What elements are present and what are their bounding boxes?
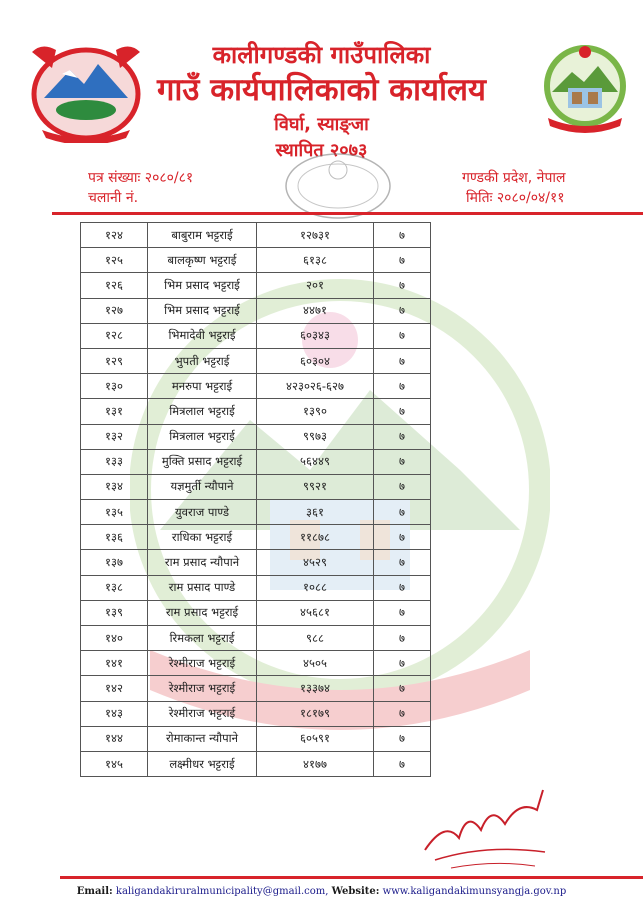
name-cell: रेश्मीराज भट्टराई bbox=[148, 701, 257, 726]
serial-number-cell: १३५ bbox=[81, 500, 148, 525]
record-number-cell: ६०३४३ bbox=[257, 323, 374, 348]
record-number-cell: ५६४४९ bbox=[257, 449, 374, 474]
ward-cell: ७ bbox=[374, 575, 431, 600]
office-name: गाउँ कार्यपालिकाको कार्यालय bbox=[156, 72, 487, 108]
table-row bbox=[81, 223, 431, 248]
footer-contact bbox=[0, 886, 643, 897]
serial-number-cell: १३४ bbox=[81, 474, 148, 499]
letter-date: मितिः २०८०/०४/११ bbox=[466, 190, 565, 206]
serial-number-cell: १२५ bbox=[81, 248, 148, 273]
ward-cell: ७ bbox=[374, 701, 431, 726]
record-number-cell: १८१७९ bbox=[257, 701, 374, 726]
ward-cell: ७ bbox=[374, 751, 431, 776]
ward-cell: ७ bbox=[374, 323, 431, 348]
table-row bbox=[81, 298, 431, 323]
name-cell: भिम प्रसाद भट्टराई bbox=[148, 298, 257, 323]
ward-cell: ७ bbox=[374, 626, 431, 651]
serial-number-cell: १३० bbox=[81, 374, 148, 399]
serial-number-cell: १४२ bbox=[81, 676, 148, 701]
record-number-cell: १२७३१ bbox=[257, 223, 374, 248]
name-cell: रोमाकान्त न्यौपाने bbox=[148, 726, 257, 751]
name-cell: रेश्मीराज भट्टराई bbox=[148, 651, 257, 676]
name-cell: रेश्मीराज भट्टराई bbox=[148, 676, 257, 701]
ward-cell: ७ bbox=[374, 424, 431, 449]
table-row bbox=[81, 651, 431, 676]
name-cell: राम प्रसाद भट्टराई bbox=[148, 600, 257, 625]
office-address: विर्घा, स्याङ्जा bbox=[274, 114, 369, 135]
record-number-cell: ९९२१ bbox=[257, 474, 374, 499]
name-cell: बालकृष्ण भट्टराई bbox=[148, 248, 257, 273]
record-number-cell: ४४७१ bbox=[257, 298, 374, 323]
record-number-cell: ४१७७ bbox=[257, 751, 374, 776]
table-row bbox=[81, 751, 431, 776]
name-cell: मित्रलाल भट्टराई bbox=[148, 399, 257, 424]
table-row bbox=[81, 626, 431, 651]
record-number-cell: ६१३८ bbox=[257, 248, 374, 273]
record-number-cell: ९८८ bbox=[257, 626, 374, 651]
table-row bbox=[81, 500, 431, 525]
table-row bbox=[81, 248, 431, 273]
ward-cell: ७ bbox=[374, 223, 431, 248]
website-link[interactable]: www.kaligandakimunsyangja.gov.np bbox=[382, 886, 567, 897]
record-number-cell: १३३७४ bbox=[257, 676, 374, 701]
serial-number-cell: १४३ bbox=[81, 701, 148, 726]
table-row bbox=[81, 449, 431, 474]
name-cell: मनरुपा भट्टराई bbox=[148, 374, 257, 399]
name-cell: यज्ञमुर्ती न्यौपाने bbox=[148, 474, 257, 499]
ward-cell: ७ bbox=[374, 474, 431, 499]
ward-cell: ७ bbox=[374, 248, 431, 273]
name-cell: बाबुराम भट्टराई bbox=[148, 223, 257, 248]
ward-cell: ७ bbox=[374, 726, 431, 751]
table-row bbox=[81, 348, 431, 373]
table-row bbox=[81, 676, 431, 701]
signature bbox=[415, 780, 555, 875]
ward-cell: ७ bbox=[374, 600, 431, 625]
record-number-cell: ११८७८ bbox=[257, 525, 374, 550]
email-link[interactable]: kaligandakiruralmunicipality@gmail.com, bbox=[115, 886, 329, 897]
serial-number-cell: १४४ bbox=[81, 726, 148, 751]
letter-number: पत्र संख्याः २०८०/८१ bbox=[88, 170, 194, 186]
record-number-cell: ६०३०४ bbox=[257, 348, 374, 373]
beneficiary-table bbox=[80, 222, 431, 777]
name-cell: लक्ष्मीधर भट्टराई bbox=[148, 751, 257, 776]
table-row bbox=[81, 575, 431, 600]
serial-number-cell: १२४ bbox=[81, 223, 148, 248]
table-row bbox=[81, 399, 431, 424]
record-number-cell: २०१ bbox=[257, 273, 374, 298]
ward-cell: ७ bbox=[374, 676, 431, 701]
name-cell: भिमादेवी भट्टराई bbox=[148, 323, 257, 348]
municipality-name: कालीगण्डकी गाउँपालिका bbox=[212, 41, 431, 69]
name-cell: युवराज पाण्डे bbox=[148, 500, 257, 525]
table-row bbox=[81, 550, 431, 575]
record-number-cell: १०८८ bbox=[257, 575, 374, 600]
ward-cell: ७ bbox=[374, 273, 431, 298]
name-cell: भिम प्रसाद भट्टराई bbox=[148, 273, 257, 298]
name-cell: भुपती भट्टराई bbox=[148, 348, 257, 373]
serial-number-cell: १३१ bbox=[81, 399, 148, 424]
record-number-cell: ३६१ bbox=[257, 500, 374, 525]
record-number-cell: ४२३०२६-६२७ bbox=[257, 374, 374, 399]
table-row bbox=[81, 525, 431, 550]
table-row bbox=[81, 600, 431, 625]
province: गण्डकी प्रदेश, नेपाल bbox=[462, 170, 566, 186]
ward-cell: ७ bbox=[374, 525, 431, 550]
ward-cell: ७ bbox=[374, 449, 431, 474]
website-label: Website: bbox=[331, 886, 380, 897]
name-cell: मित्रलाल भट्टराई bbox=[148, 424, 257, 449]
dispatch-number: चलानी नं. bbox=[88, 190, 139, 206]
serial-number-cell: १४५ bbox=[81, 751, 148, 776]
serial-number-cell: १३६ bbox=[81, 525, 148, 550]
header-divider bbox=[52, 212, 643, 215]
ward-cell: ७ bbox=[374, 348, 431, 373]
ward-cell: ७ bbox=[374, 550, 431, 575]
serial-number-cell: १३३ bbox=[81, 449, 148, 474]
table-row bbox=[81, 374, 431, 399]
table-row bbox=[81, 273, 431, 298]
name-cell: मुक्ति प्रसाद भट्टराई bbox=[148, 449, 257, 474]
serial-number-cell: १३२ bbox=[81, 424, 148, 449]
record-number-cell: ४५०५ bbox=[257, 651, 374, 676]
name-cell: राम प्रसाद पाण्डे bbox=[148, 575, 257, 600]
serial-number-cell: १३७ bbox=[81, 550, 148, 575]
name-cell: राम प्रसाद न्यौपाने bbox=[148, 550, 257, 575]
serial-number-cell: १२८ bbox=[81, 323, 148, 348]
ward-cell: ७ bbox=[374, 500, 431, 525]
name-cell: राधिका भट्टराई bbox=[148, 525, 257, 550]
serial-number-cell: १४१ bbox=[81, 651, 148, 676]
record-number-cell: ४५६८१ bbox=[257, 600, 374, 625]
serial-number-cell: १२९ bbox=[81, 348, 148, 373]
serial-number-cell: १३९ bbox=[81, 600, 148, 625]
record-number-cell: ९९७३ bbox=[257, 424, 374, 449]
ward-cell: ७ bbox=[374, 374, 431, 399]
ward-cell: ७ bbox=[374, 298, 431, 323]
table-row bbox=[81, 726, 431, 751]
table-row bbox=[81, 323, 431, 348]
serial-number-cell: १२६ bbox=[81, 273, 148, 298]
established-year: स्थापित २०७३ bbox=[275, 140, 368, 161]
serial-number-cell: १२७ bbox=[81, 298, 148, 323]
ward-cell: ७ bbox=[374, 651, 431, 676]
record-number-cell: १३९० bbox=[257, 399, 374, 424]
record-number-cell: ४५२९ bbox=[257, 550, 374, 575]
record-number-cell: ६०५९१ bbox=[257, 726, 374, 751]
name-cell: रिमकला भट्टराई bbox=[148, 626, 257, 651]
ward-cell: ७ bbox=[374, 399, 431, 424]
table-row bbox=[81, 424, 431, 449]
serial-number-cell: १३८ bbox=[81, 575, 148, 600]
email-label: Email: bbox=[76, 886, 113, 897]
table-row bbox=[81, 701, 431, 726]
table-row bbox=[81, 474, 431, 499]
serial-number-cell: १४० bbox=[81, 626, 148, 651]
footer-divider bbox=[60, 876, 643, 879]
